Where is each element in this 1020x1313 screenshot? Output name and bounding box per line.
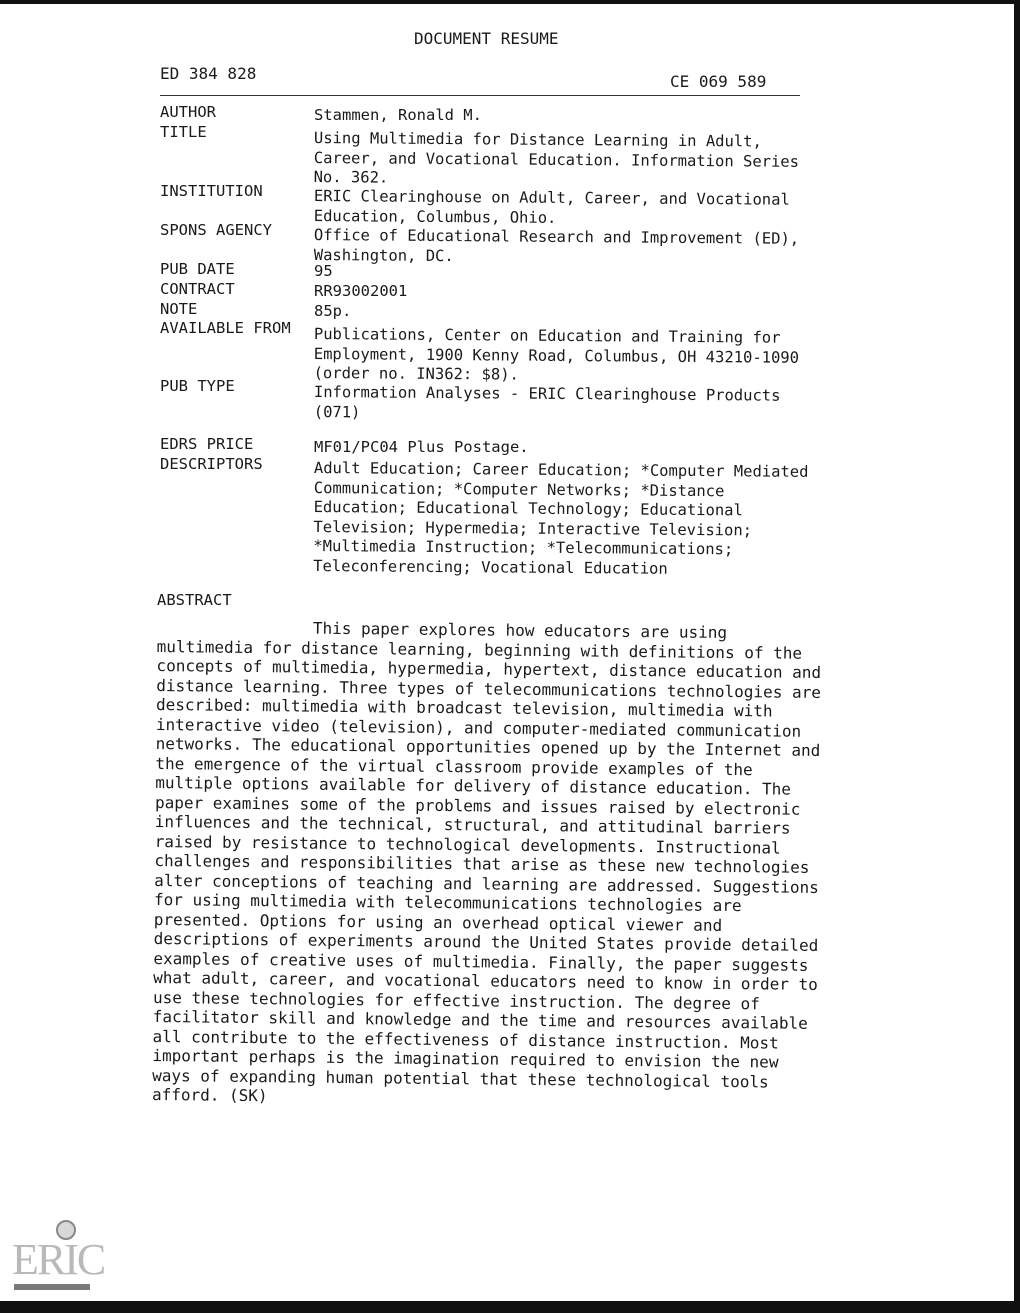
abstract-line: This paper explores how educators are using bbox=[312, 618, 728, 642]
pub-type-line: (071) bbox=[313, 402, 361, 421]
institution-line: Education, Columbus, Ohio. bbox=[313, 206, 557, 227]
note-value bbox=[314, 302, 854, 322]
abstract-line: use these technologies for effective instruction. The degree of bbox=[152, 987, 760, 1013]
abstract-line: descriptions of experiments around the United States provide detailed bbox=[153, 928, 819, 955]
title-line: Career, and Vocational Education. Information Series bbox=[313, 148, 800, 171]
abstract-line: ways of expanding human potential that these technological tools bbox=[152, 1065, 769, 1091]
institution-label: INSTITUTION bbox=[160, 182, 263, 200]
abstract-line: the emergence of the virtual classroom provide examples of the bbox=[155, 753, 753, 779]
pub-type-label: PUB TYPE bbox=[160, 377, 235, 395]
abstract-line: raised by resistance to technological developments. Instructional bbox=[154, 831, 781, 858]
scan-edge-right bbox=[1014, 0, 1020, 1313]
sponsor-line: Washington, DC. bbox=[313, 245, 454, 265]
edrs-price-text: MF01/PC04 Plus Postage. bbox=[314, 438, 529, 456]
note-text: 85p. bbox=[314, 302, 352, 320]
scan-edge-bottom bbox=[0, 1301, 1020, 1313]
pub-type-value bbox=[314, 383, 854, 426]
abstract-line: for using multimedia with telecommunications technologies are bbox=[153, 889, 742, 916]
abstract-line: paper examines some of the problems and issues raised by electronic bbox=[154, 792, 801, 819]
contract-text: RR93002001 bbox=[314, 282, 408, 300]
abstract-line: presented. Options for using an overhead optical viewer and bbox=[153, 909, 723, 935]
abstract-line: afford. (SK) bbox=[151, 1084, 268, 1106]
eric-logo-text: ERIC bbox=[12, 1235, 105, 1284]
descriptors-label: DESCRIPTORS bbox=[160, 455, 263, 473]
scan-edge-top bbox=[0, 0, 1020, 4]
descriptor-line: Television; Hypermedia; Interactive Television; bbox=[313, 517, 753, 539]
author-label: AUTHOR bbox=[160, 103, 216, 121]
title-line: Using Multimedia for Distance Learning in Adult, bbox=[313, 129, 762, 151]
available-from-value bbox=[314, 325, 854, 388]
descriptor-line: Adult Education; Career Education; *Computer Mediated bbox=[313, 459, 809, 481]
title-line: No. 362. bbox=[313, 167, 389, 187]
edrs-price-value bbox=[314, 438, 854, 458]
pub-date-text: 95 bbox=[314, 262, 333, 280]
contract-value bbox=[314, 282, 854, 302]
abstract-body bbox=[152, 617, 847, 1112]
sponsor-label: SPONS AGENCY bbox=[160, 221, 272, 239]
descriptor-line: Teleconferencing; Vocational Education bbox=[313, 556, 668, 578]
abstract-heading: ABSTRACT bbox=[157, 591, 232, 609]
abstract-line: multiple options available for delivery of distance education. The bbox=[155, 772, 792, 799]
abstract-line: distance learning. Three types of telecommunications technologies are bbox=[156, 675, 822, 702]
abstract-line: alter conceptions of teaching and learning are addressed. Suggestions bbox=[154, 870, 819, 897]
abstract-line: multimedia for distance learning, beginning with definitions of the bbox=[156, 636, 803, 663]
sponsor-line: Office of Educational Research and Improvement (ED), bbox=[313, 226, 800, 248]
ed-number: ED 384 828 bbox=[160, 64, 257, 83]
available-from-line: Publications, Center on Education and Training for bbox=[313, 325, 781, 347]
abstract-line: examples of creative uses of multimedia. Finally, the paper suggests bbox=[153, 948, 809, 975]
abstract-line: networks. The educational opportunities opened up by the Internet and bbox=[155, 733, 821, 760]
pub-date-label: PUB DATE bbox=[160, 260, 235, 278]
available-from-line: Employment, 1900 Kenny Road, Columbus, OH 43210-1090 bbox=[313, 344, 800, 367]
abstract-line: described: multimedia with broadcast television, multimedia with bbox=[155, 694, 773, 721]
descriptor-line: *Multimedia Instruction; *Telecommunications; bbox=[313, 536, 734, 559]
descriptor-line: Education; Educational Technology; Educational bbox=[313, 497, 743, 520]
title-value bbox=[314, 129, 854, 192]
descriptors-value bbox=[313, 459, 854, 580]
abstract-line: what adult, career, and vocational educators need to know in order to bbox=[153, 967, 818, 994]
author-text: Stammen, Ronald M. bbox=[314, 106, 482, 124]
abstract-line: interactive video (television), and computer-mediated communication bbox=[155, 714, 802, 741]
available-from-label: AVAILABLE FROM bbox=[160, 319, 291, 337]
available-from-line: (order no. IN362: $8). bbox=[313, 363, 519, 384]
abstract-line: all contribute to the effectiveness of distance instruction. Most bbox=[152, 1026, 779, 1053]
pub-type-line: Information Analyses - ERIC Clearinghouse Products bbox=[313, 383, 781, 405]
descriptor-line: Communication; *Computer Networks; *Distance bbox=[313, 478, 725, 500]
document-title: DOCUMENT RESUME bbox=[414, 29, 559, 48]
header-rule bbox=[160, 95, 800, 96]
abstract-line: influences and the technical, structural, and attitudinal barriers bbox=[154, 811, 791, 838]
eric-logo bbox=[12, 1220, 105, 1292]
edrs-price-label: EDRS PRICE bbox=[160, 435, 254, 453]
eric-logo-bar bbox=[14, 1284, 90, 1290]
note-label: NOTE bbox=[160, 300, 198, 318]
abstract-line: concepts of multimedia, hypermedia, hypertext, distance education and bbox=[156, 655, 822, 682]
pub-date-value bbox=[314, 262, 854, 282]
abstract-line: challenges and responsibilities that arise as these new technologies bbox=[154, 850, 810, 877]
contract-label: CONTRACT bbox=[160, 280, 235, 298]
abstract-line: important perhaps is the imagination required to envision the new bbox=[152, 1045, 779, 1072]
institution-value bbox=[314, 187, 854, 230]
institution-line: ERIC Clearinghouse on Adult, Career, and Vocational bbox=[313, 187, 790, 209]
title-label: TITLE bbox=[160, 123, 207, 141]
abstract-line: facilitator skill and knowledge and the time and resources available bbox=[152, 1006, 808, 1033]
author-value bbox=[314, 106, 854, 126]
ce-number: CE 069 589 bbox=[670, 72, 767, 91]
